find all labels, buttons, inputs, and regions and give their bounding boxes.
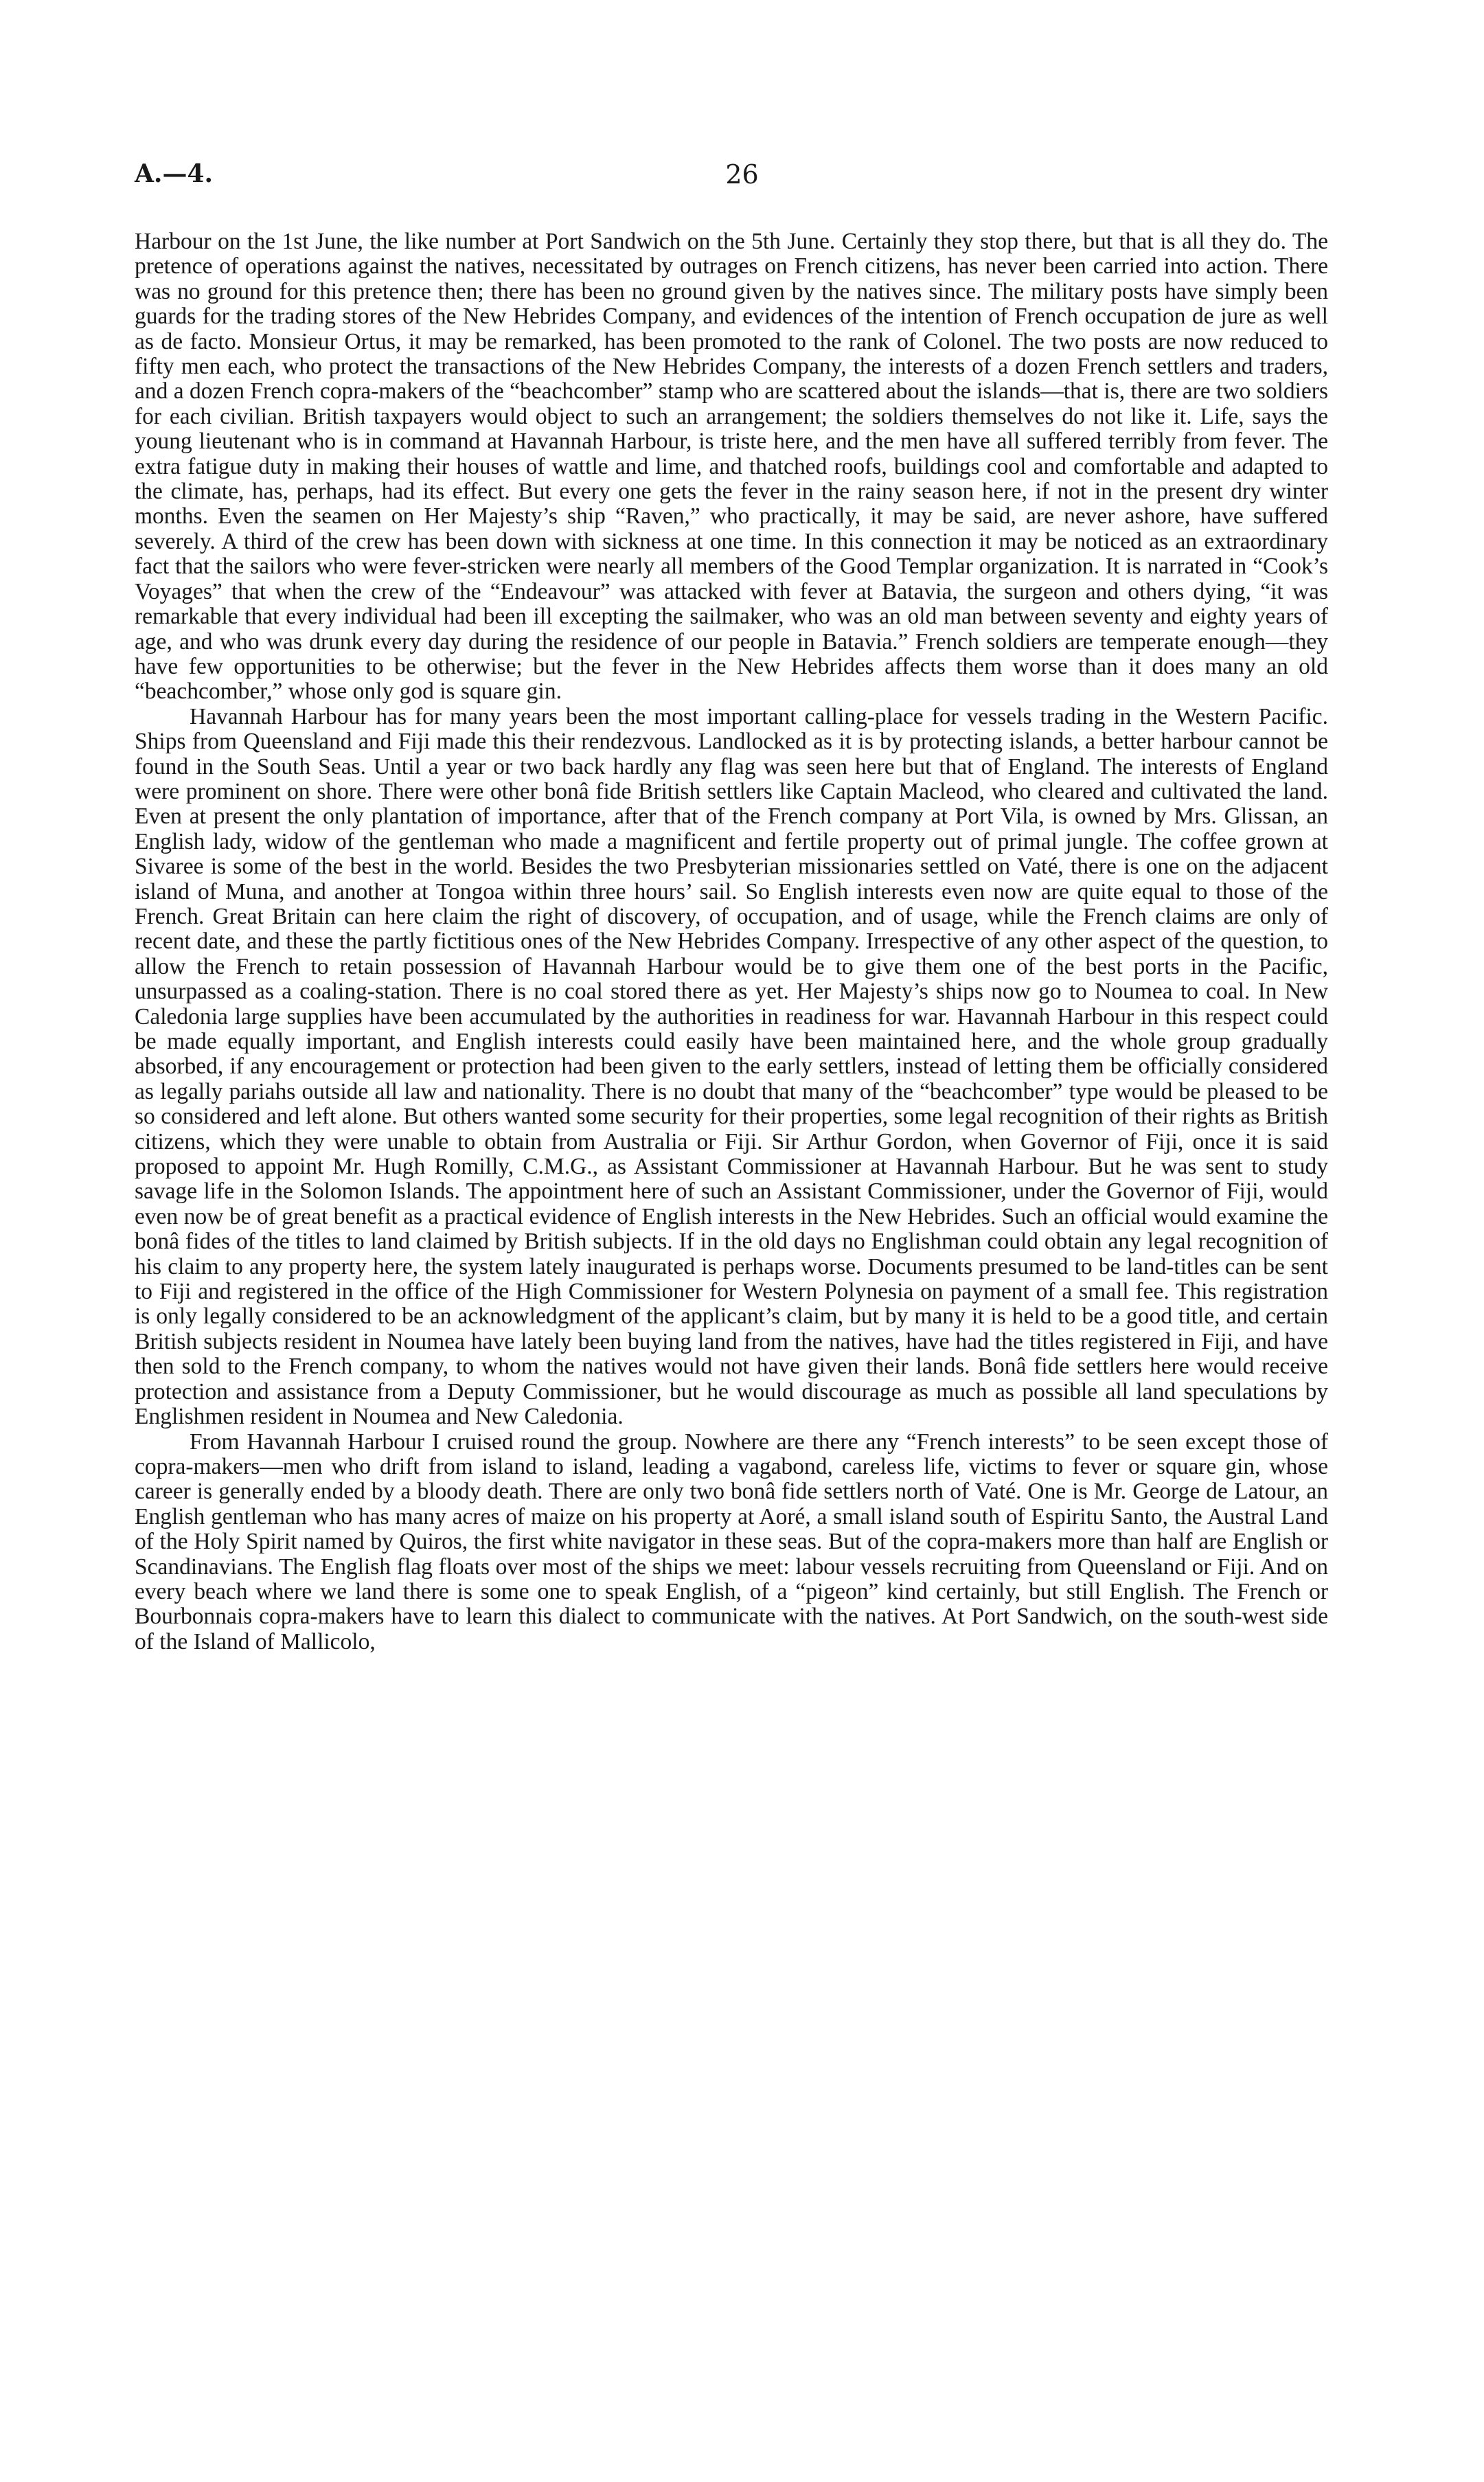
page-number: 26 — [725, 159, 759, 190]
body-text — [135, 229, 1328, 1654]
paragraph: From Havannah Harbour I cruised round the group. Nowhere are there any “French interests” to be seen except those of copra-makers—men who drift from island to island, leading a vagabond, careless life, victims to fever or square gin, whose career is generally ended by a bloody death. There are only two bonâ fide settlers north of Vaté. One is Mr. George de Latour, an English gentleman who has many acres of maize on his property at Aoré, a small island south of Espiritu Santo, the Austral Land of the Holy Spirit named by Quiros, the first white navigator in these seas. But of the copra-makers more than half are English or Scandinavians. The English flag floats over most of the ships we meet: labour vessels recruiting from Queensland or Fiji. And on every beach where we land there is some one to speak English, of a “pigeon” kind certainly, but still English. The French or Bourbonnais copra-makers have to learn this dialect to communicate with the natives. At Port Sandwich, on the south-west side of the Island of Mallicolo, — [135, 1428, 1328, 1654]
paragraph: Havannah Harbour has for many years been the most important calling-place for vessels trading in the Western Pacific. Ships from Queensland and Fiji made this their rendezvous. Landlocked as it is by protecting islands, a better harbour cannot be found in the South Seas. Until a year or two back hardly any flag was seen here but that of England. The interests of England were prominent on shore. There were other bonâ fide British settlers like Captain Macleod, who cleared and cultivated the land. Even at present the only plantation of importance, after that of the French company at Port Vila, is owned by Mrs. Glissan, an English lady, widow of the gentleman who made a magnificent and fertile property out of primal jungle. The coffee grown at Sivaree is some of the best in the world. Besides the two Presbyterian missionaries settled on Vaté, there is one on the adjacent island of Muna, and another at Tongoa within three hours’ sail. So English interests even now are quite equal to those of the French. Great Britain can here claim the right of discovery, of occupation, and of usage, while the French claims are only of recent date, and these the partly fictitious ones of the New Hebrides Company. Irrespective of any other aspect of the question, to allow the French to retain possession of Havannah Harbour would be to give them one of the best ports in the Pacific, unsurpassed as a coaling-station. There is no coal stored there as yet. Her Majesty’s ships now go to Noumea to coal. In New Caledonia large supplies have been accumulated by the authorities in readiness for war. Havannah Harbour in this respect could be made equally important, and English interests could easily have been maintained here, and the whole group gradually absorbed, if any encouragement or protection had been given to the early settlers, instead of letting them be officially considered as legally pariahs outside all law and nationality. There is no doubt that many of the “beachcomber” type would be pleased to be so considered and left alone. But others wanted some security for their properties, some legal recognition of their rights as British citizens, which they were unable to obtain from Australia or Fiji. Sir Arthur Gordon, when Governor of Fiji, once it is said proposed to appoint Mr. Hugh Romilly, C.M.G., as Assistant Commissioner at Havannah Harbour. But he was sent to study savage life in the Solomon Islands. The appointment here of such an Assistant Commissioner, under the Governor of Fiji, would even now be of great benefit as a practical evidence of English interests in the New Hebrides. Such an official would examine the bonâ fides of the titles to land claimed by British subjects. If in the old days no Englishman could obtain any legal recognition of his claim to any property here, the system lately inaugurated is perhaps worse. Documents presumed to be land-titles can be sent to Fiji and registered in the office of the High Commissioner for Western Polynesia on payment of a small fee. This registration is only legally considered to be an acknowledgment of the applicant’s claim, but by many it is held to be a good title, and certain British subjects resident in Noumea have lately been buying land from the natives, have had the titles registered in Fiji, and have then sold to the French company, to whom the natives would not have given their lands. Bonâ fide settlers here would receive protection and assistance from a Deputy Commissioner, but he would discourage as much as possible all land speculations by Englishmen resident in Noumea and New Caledonia. — [135, 703, 1328, 1430]
paragraph: Harbour on the 1st June, the like number at Port Sandwich on the 5th June. Certainly they stop there, but that is all they do. The pretence of operations against the natives, necessitated by outrages on French citizens, has never been carried into action. There was no ground for this pretence then; there has been no ground given by the natives since. The military posts have simply been guards for the trading stores of the New Hebrides Company, and evidences of the intention of French occupation de jure as well as de facto. Monsieur Ortus, it may be remarked, has been promoted to the rank of Colonel. The two posts are now reduced to fifty men each, who protect the transactions of the New Hebrides Company, the interests of a dozen French settlers and traders, and a dozen French copra-makers of the “beachcomber” stamp who are scattered about the islands—that is, there are two soldiers for each civilian. British taxpayers would object to such an arrangement; the soldiers themselves do not like it. Life, says the young lieutenant who is in command at Havannah Harbour, is triste here, and the men have all suffered terribly from fever. The extra fatigue duty in making their houses of wattle and lime, and thatched roofs, buildings cool and comfortable and adapted to the climate, has, perhaps, had its effect. But every one gets the fever in the rainy season here, if not in the present dry winter months. Even the seamen on Her Majesty’s ship “Raven,” who practically, it may be said, are never ashore, have suffered severely. A third of the crew has been down with sickness at one time. In this connection it may be noticed as an extraordinary fact that the sailors who were fever-stricken were nearly all members of the Good Templar organization. It is narrated in “Cook’s Voyages” that when the crew of the “Endeavour” was attacked with fever at Batavia, the surgeon and others dying, “it was remarkable that every individual had been ill excepting the sailmaker, who was an old man between seventy and eighty years of age, and who was drunk every day during the residence of our people in Batavia.” French soldiers are temperate enough—they have few opportunities to be otherwise; but the fever in the New Hebrides affects them worse than it does many an old “beachcomber,” whose only god is square gin. — [135, 229, 1328, 705]
document-reference: A.—4. — [135, 159, 214, 188]
page-header — [135, 159, 1349, 201]
